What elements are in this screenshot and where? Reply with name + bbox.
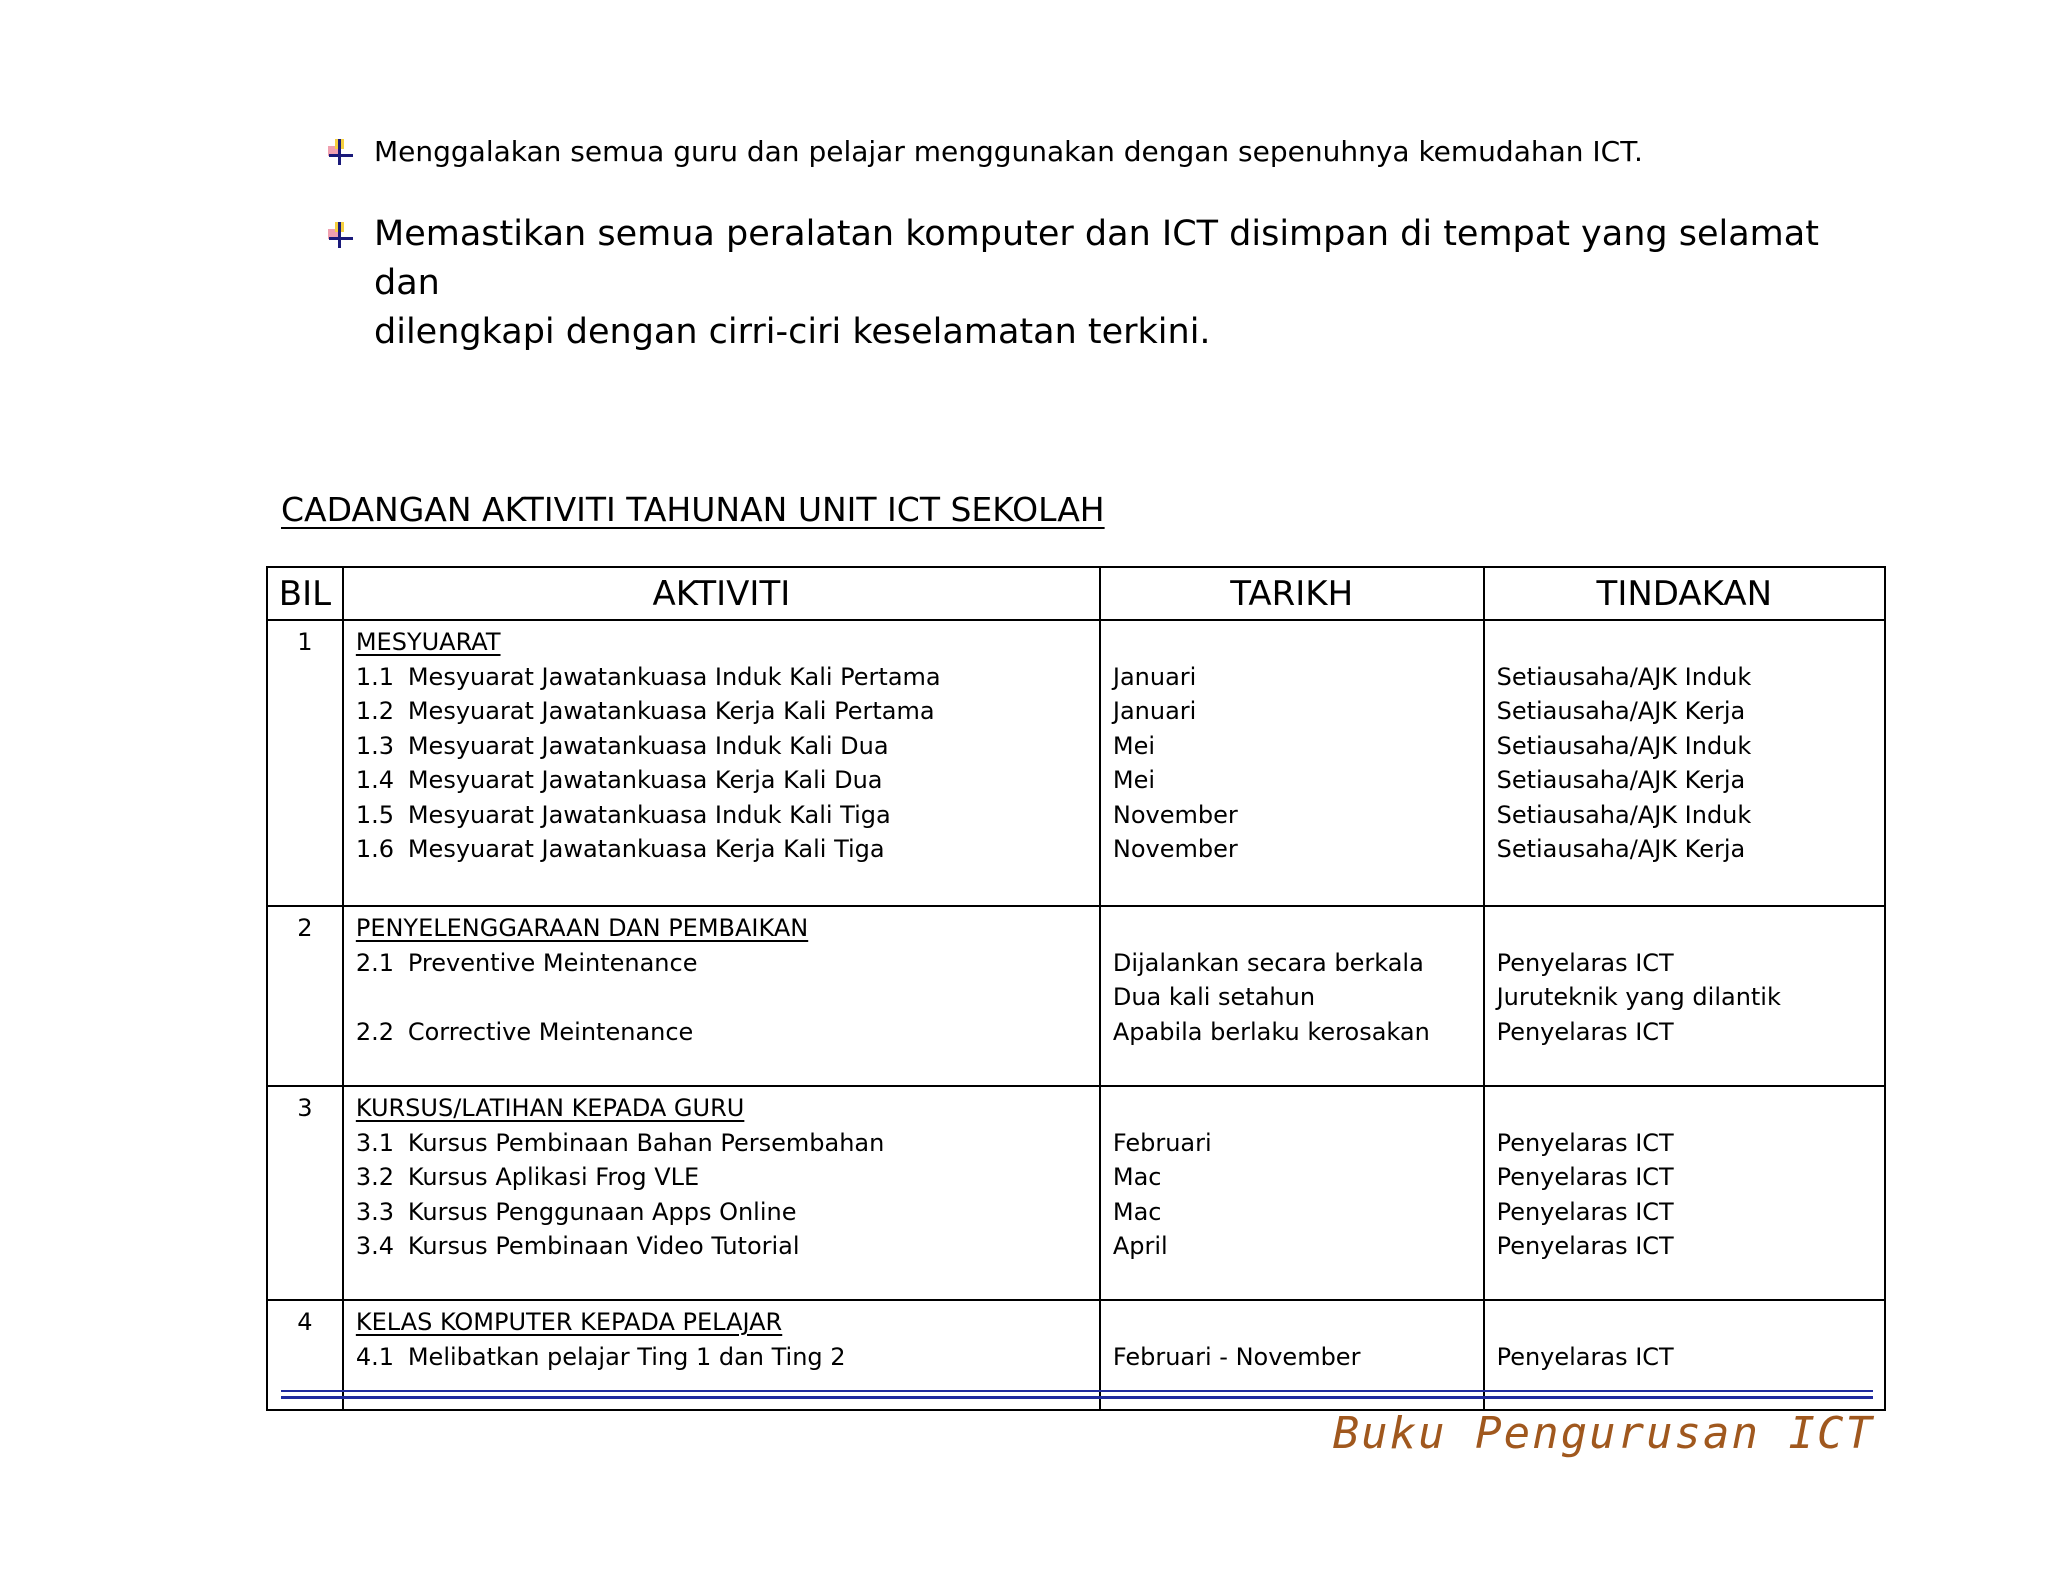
item-number: 1.6: [355, 835, 395, 863]
tarikh-cell: [1100, 620, 1484, 906]
activity-item: [356, 1160, 1087, 1195]
item-date: Mei: [1112, 731, 1155, 760]
bil-cell: 4: [267, 1300, 343, 1410]
item-activity: Melibatkan pelajar Ting 1 dan Ting 2: [407, 1342, 846, 1371]
item-activity: Kursus Pembinaan Bahan Persembahan: [407, 1128, 885, 1157]
item-number: 3.1: [355, 1128, 395, 1157]
item-number: 4.1: [355, 1342, 395, 1371]
activity-item: [356, 798, 1087, 833]
tarikh-cell: [1100, 906, 1484, 1086]
tarikh-cell: [1100, 1086, 1484, 1300]
header-tarikh: TARIKH: [1100, 567, 1484, 620]
footer-title: Buku Pengurusan ICT: [1332, 1408, 1874, 1459]
bullet-item: [326, 210, 1826, 357]
item-number: 1.2: [355, 697, 395, 725]
item-activity: Mesyuarat Jawatankuasa Induk Kali Pertama: [407, 662, 941, 691]
bil-cell: 2: [267, 906, 343, 1086]
activities-table: [266, 566, 1886, 1411]
table-row: [267, 620, 1885, 906]
table-row: [267, 1300, 1885, 1410]
bullet-item: [326, 130, 1826, 174]
activity-item: [356, 1229, 1087, 1264]
pin-bullet-icon: [326, 137, 356, 167]
tindakan-cell: [1484, 620, 1885, 906]
item-number: 1.1: [355, 662, 395, 691]
item-activity: Mesyuarat Jawatankuasa Induk Kali Dua: [407, 731, 889, 760]
item-number: 3.4: [355, 1232, 395, 1260]
item-number: 1.3: [355, 731, 395, 760]
item-activity: Kursus Penggunaan Apps Online: [407, 1197, 797, 1226]
item-date: Mac: [1112, 1163, 1162, 1191]
item-action: Penyelaras ICT: [1496, 1163, 1674, 1191]
item-activity: Corrective Meintenance: [407, 1017, 694, 1046]
item-date: Januari: [1112, 697, 1197, 725]
tindakan-cell: [1484, 1300, 1885, 1410]
item-action: Penyelaras ICT: [1496, 1197, 1674, 1226]
bullet-text-line: dilengkapi dengan cirri-ciri keselamatan terkini.: [374, 312, 1211, 352]
activity-item: [356, 729, 1087, 764]
table-row: [267, 906, 1885, 1086]
item-action: Penyelaras ICT: [1496, 948, 1674, 977]
activity-item: [356, 1126, 1087, 1161]
item-action: Penyelaras ICT: [1496, 1342, 1674, 1371]
item-date: April: [1112, 1232, 1168, 1260]
item-activity: Kursus Pembinaan Video Tutorial: [407, 1232, 800, 1260]
item-date: Dijalankan secara berkala: [1112, 948, 1424, 977]
item-date: November: [1112, 835, 1238, 863]
footer-divider: [281, 1396, 1873, 1399]
item-number: 1.5: [355, 800, 395, 829]
group-title: PENYELENGGARAAN DAN PEMBAIKAN: [355, 914, 809, 942]
header-tindakan: TINDAKAN: [1484, 567, 1885, 620]
item-date: Februari: [1112, 1128, 1212, 1157]
bullet-text-line: Memastikan semua peralatan komputer dan ICT disimpan di tempat yang selamat dan: [374, 214, 1819, 303]
item-activity: Mesyuarat Jawatankuasa Kerja Kali Pertama: [407, 697, 935, 725]
item-number: 3.2: [355, 1163, 395, 1191]
activity-item: [356, 763, 1087, 798]
item-number: 2.1: [355, 948, 395, 977]
activity-item: [356, 1340, 1087, 1375]
header-aktiviti: AKTIVITI: [343, 567, 1100, 620]
activity-item: [356, 1195, 1087, 1230]
item-activity: Kursus Aplikasi Frog VLE: [407, 1163, 700, 1191]
item-action: Penyelaras ICT: [1496, 1128, 1674, 1157]
aktiviti-cell: [343, 906, 1100, 1086]
bullet-list: [326, 130, 1826, 357]
item-activity: Mesyuarat Jawatankuasa Kerja Kali Tiga: [407, 835, 885, 863]
pin-bullet-icon: [326, 220, 356, 250]
item-date: Januari: [1112, 662, 1197, 691]
activity-item: [356, 980, 1087, 1015]
activity-item: [356, 694, 1087, 729]
activity-item: [356, 1015, 1087, 1050]
item-number: 3.3: [355, 1197, 395, 1226]
item-date: Apabila berlaku kerosakan: [1112, 1017, 1430, 1046]
footer-divider: [281, 1390, 1873, 1392]
item-action: Setiausaha/AJK Induk: [1496, 731, 1752, 760]
table-header-row: [267, 567, 1885, 620]
activity-item: [356, 946, 1087, 981]
item-action: Penyelaras ICT: [1496, 1232, 1674, 1260]
bullet-text: Menggalakan semua guru dan pelajar menggunakan dengan sepenuhnya kemudahan ICT.: [374, 135, 1643, 168]
item-date: Februari - November: [1112, 1342, 1361, 1371]
tindakan-cell: [1484, 906, 1885, 1086]
group-title: MESYUARAT: [355, 628, 501, 656]
item-action: Setiausaha/AJK Kerja: [1496, 697, 1746, 725]
header-bil: BIL: [267, 567, 343, 620]
item-action: Setiausaha/AJK Kerja: [1496, 766, 1746, 794]
item-action: Juruteknik yang dilantik: [1496, 983, 1781, 1011]
item-number: 2.2: [355, 1017, 395, 1046]
item-date: Mac: [1112, 1197, 1162, 1226]
item-number: 1.4: [355, 766, 395, 794]
activity-item: [356, 832, 1087, 867]
item-date: November: [1112, 800, 1238, 829]
item-action: Setiausaha/AJK Kerja: [1496, 835, 1746, 863]
item-date: Dua kali setahun: [1112, 983, 1316, 1011]
tindakan-cell: [1484, 1086, 1885, 1300]
item-date: Mei: [1112, 766, 1155, 794]
item-activity: Mesyuarat Jawatankuasa Induk Kali Tiga: [407, 800, 891, 829]
aktiviti-cell: [343, 620, 1100, 906]
tarikh-cell: [1100, 1300, 1484, 1410]
activity-item: [356, 660, 1087, 695]
table-row: [267, 1086, 1885, 1300]
item-action: Setiausaha/AJK Induk: [1496, 662, 1752, 691]
aktiviti-cell: [343, 1086, 1100, 1300]
group-title: KURSUS/LATIHAN KEPADA GURU: [355, 1094, 745, 1122]
item-activity: Preventive Meintenance: [407, 948, 698, 977]
item-action: Setiausaha/AJK Induk: [1496, 800, 1752, 829]
item-action: Penyelaras ICT: [1496, 1017, 1674, 1046]
section-title: CADANGAN AKTIVITI TAHUNAN UNIT ICT SEKOLAH: [281, 490, 1105, 529]
aktiviti-cell: [343, 1300, 1100, 1410]
bil-cell: 1: [267, 620, 343, 906]
item-activity: Mesyuarat Jawatankuasa Kerja Kali Dua: [407, 766, 883, 794]
group-title: KELAS KOMPUTER KEPADA PELAJAR: [355, 1308, 783, 1336]
bil-cell: 3: [267, 1086, 343, 1300]
